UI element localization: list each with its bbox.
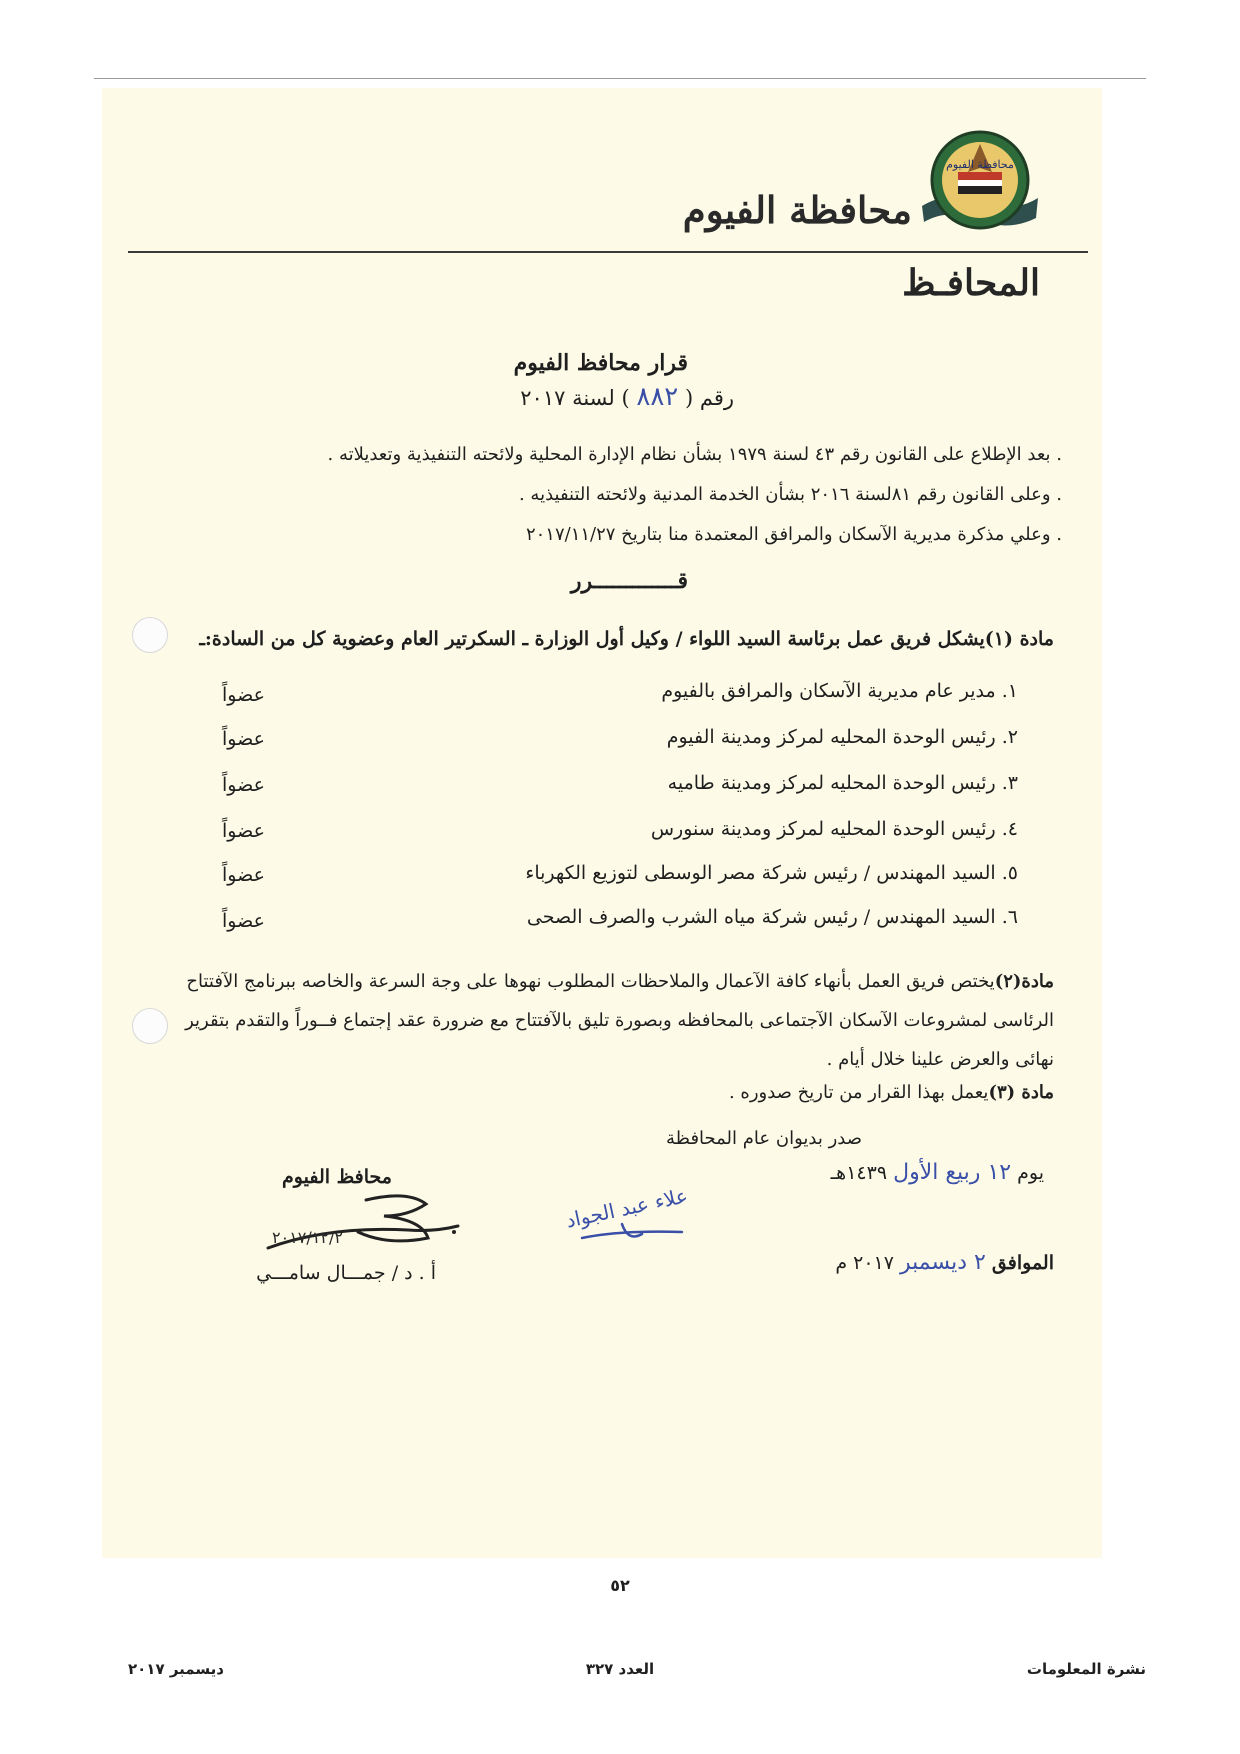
article-3 [729, 1082, 1054, 1103]
governor-signature [258, 1186, 468, 1266]
preamble-line-1: . بعد الإطلاع على القانون رقم ٤٣ لسنة ١٩٧٩ بشأن نظام الإدارة المحلية ولائحته التنفيذية وتعديلاته . [327, 444, 1062, 465]
hijri-year: ١٤٣٩هـ [830, 1162, 888, 1184]
signature-date: ٢٠١٧/١٢/٢ [272, 1228, 343, 1247]
top-rule [94, 78, 1146, 79]
footer-date: ديسمبر ٢٠١٧ [128, 1660, 224, 1678]
member-role: عضواً [222, 728, 265, 750]
hijri-handwritten: ١٢ ربيع الأول [893, 1160, 1012, 1185]
decree-number-handwritten: ٨٨٢ [636, 382, 679, 412]
header-rule [128, 251, 1088, 253]
emblem-lettering: محافظة الفيوم [946, 158, 1014, 171]
governor-office-title: المحافـظ [902, 262, 1040, 304]
hijri-prefix: يوم [1017, 1162, 1044, 1184]
article-3-label: مادة (٣) [988, 1082, 1054, 1103]
page-number: ٥٢ [610, 1576, 630, 1595]
article-3-text: يعمل بهذا القرار من تاريخ صدوره . [728, 1082, 989, 1103]
article-2 [164, 962, 1054, 1079]
member-role: عضواً [222, 910, 265, 932]
member-item: ٢. رئيس الوحدة المحليه لمركز ومدينة الفيوم [666, 726, 1018, 748]
member-item: ٣. رئيس الوحدة المحليه لمركز ومدينة طاميه [667, 772, 1018, 794]
article-2-label: مادة(٢) [994, 971, 1054, 992]
punch-hole [132, 1008, 168, 1044]
member-item: ٤. رئيس الوحدة المحليه لمركز ومدينة سنورس [650, 818, 1018, 840]
governorate-emblem [918, 128, 1042, 240]
gregorian-date [835, 1250, 1054, 1275]
decides-heading: قـــــــــــــرر [570, 568, 688, 594]
issued-at: صدر بديوان عام المحافظة [666, 1128, 862, 1149]
greg-year: ٢٠١٧ م [835, 1252, 894, 1274]
punch-hole [132, 617, 168, 653]
member-role: عضواً [222, 820, 265, 842]
preamble-line-2: . وعلى القانون رقم ٨١لسنة ٢٠١٦ بشأن الخدمة المدنية ولائحته التنفيذيه . [518, 484, 1062, 505]
member-item: ١. مدير عام مديرية الآسكان والمرافق بالفيوم [661, 680, 1018, 702]
article-2-text: يختص فريق العمل بأنهاء كافة الآعمال والملاحظات المطلوب نهوها على وجة السرعة والخاصه ببرنامج الآفتتاح الرئاسى لمشروعات الآسكان الآجتماعى بالمحافظه وبصورة تليق بالآفتتاح مع ضرورة عقد إجتماع فــوراً والتقدم بتقرير نهائى والعرض علينا خلال أيام . [185, 971, 1054, 1070]
decree-number-prefix: رقم ( [684, 386, 734, 410]
member-role: عضواً [222, 684, 265, 706]
member-role: عضواً [222, 864, 265, 886]
reviewer-initials [562, 1184, 694, 1254]
initials-text: علاء عبد الجواد [563, 1184, 690, 1233]
member-item: ٥. السيد المهندس / رئيس شركة مصر الوسطى لتوزيع الكهرباء [525, 862, 1018, 884]
footer-issue: العدد ٣٢٧ [585, 1660, 655, 1678]
signatory-name: أ . د / جمـــال سامـــي [256, 1262, 436, 1284]
decree-title: قرار محافظ الفيوم [513, 350, 688, 376]
governorate-name: محافظة الفيوم [682, 188, 912, 232]
member-role: عضواً [222, 774, 265, 796]
decree-number-suffix: ) لسنة ٢٠١٧ [520, 386, 630, 410]
decree-number [520, 382, 734, 412]
hijri-date [831, 1160, 1044, 1185]
greg-handwritten: ٢ ديسمبر [900, 1250, 986, 1275]
member-item: ٦. السيد المهندس / رئيس شركة مياه الشرب والصرف الصحى [526, 906, 1018, 928]
preamble-line-3: . وعلي مذكرة مديرية الآسكان والمرافق المعتمدة منا بتاريخ ٢٠١٧/١١/٢٧ [525, 524, 1062, 545]
footer-publication: نشرة المعلومات [1026, 1660, 1146, 1678]
article-1: مادة (١)يشكل فريق عمل برئاسة السيد اللواء / وكيل أول الوزارة ـ السكرتير العام وعضوية كل من السادة:ـ [199, 628, 1054, 650]
greg-prefix: الموافق [991, 1252, 1054, 1274]
signature-title: محافظ الفيوم [282, 1166, 392, 1188]
